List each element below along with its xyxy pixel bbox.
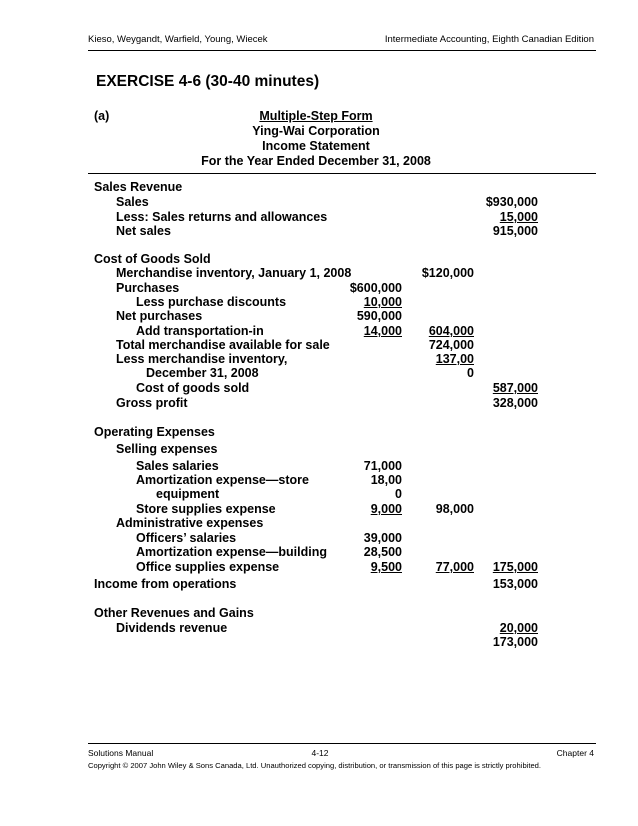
amort-building-amount: 28,500 — [363, 545, 402, 559]
purchases-label: Purchases — [116, 281, 180, 295]
selling-heading: Selling expenses — [116, 442, 218, 456]
header-rule — [88, 50, 596, 51]
office-supplies-amount: 9,500 — [370, 560, 402, 574]
sales-label: Sales — [116, 195, 149, 209]
amort-store-label-cont: equipment — [156, 487, 220, 501]
available-amount: 724,000 — [428, 338, 474, 352]
statement-period: For the Year Ended December 31, 2008 — [201, 154, 431, 168]
dec31-label: December 31, 2008 — [146, 366, 259, 380]
dividends-label: Dividends revenue — [116, 621, 228, 635]
selling-total: 98,000 — [435, 502, 474, 516]
less-inventory-amount-part1: 137,00 — [435, 352, 474, 366]
gross-profit-label: Gross profit — [116, 396, 188, 410]
officers-label: Officers’ salaries — [136, 531, 237, 545]
dividends-amount: 20,000 — [499, 621, 538, 635]
transportation-total: 604,000 — [428, 324, 474, 338]
amort-store-label: Amortization expense—store — [136, 473, 309, 487]
less-inventory-label: Less merchandise inventory, — [116, 352, 288, 366]
cogs-label: Cost of goods sold — [136, 381, 250, 395]
cogs-heading: Cost of Goods Sold — [94, 252, 211, 266]
available-label: Total merchandise available for sale — [116, 338, 330, 352]
footer-rule — [88, 743, 596, 744]
statement-name: Income Statement — [262, 139, 370, 153]
sales-salaries-label: Sales salaries — [136, 459, 219, 473]
exercise-title: EXERCISE 4-6 (30-40 minutes) — [96, 73, 320, 90]
opex-total: 175,000 — [492, 560, 538, 574]
purchase-discounts-amount: 10,000 — [363, 295, 402, 309]
net-purchases-label: Net purchases — [116, 309, 203, 323]
form-title: Multiple-Step Form — [259, 109, 373, 123]
transportation-amount: 14,000 — [363, 324, 402, 338]
amort-building-label: Amortization expense—building — [136, 545, 327, 559]
header-authors: Kieso, Weygandt, Warfield, Young, Wiecek — [88, 34, 268, 45]
header-book-title: Intermediate Accounting, Eighth Canadian Edition — [384, 34, 594, 45]
admin-total: 77,000 — [435, 560, 474, 574]
store-supplies-amount: 9,000 — [370, 502, 402, 516]
net-purchases-amount: 590,000 — [356, 309, 402, 323]
purchase-discounts-label: Less purchase discounts — [136, 295, 287, 309]
less-inventory-amount-part2: 0 — [467, 366, 474, 380]
officers-amount: 39,000 — [363, 531, 402, 545]
income-ops-label: Income from operations — [94, 577, 237, 591]
statement-header-rule — [88, 173, 596, 174]
transportation-label: Add transportation-in — [136, 324, 264, 338]
office-supplies-label: Office supplies expense — [136, 560, 280, 574]
other-revenues-heading: Other Revenues and Gains — [94, 606, 254, 620]
sales-amount: $930,000 — [485, 195, 538, 209]
inventory-jan-amount: $120,000 — [421, 266, 474, 280]
returns-amount: 15,000 — [499, 210, 538, 224]
returns-label: Less: Sales returns and allowances — [116, 210, 328, 224]
sales-salaries-amount: 71,000 — [363, 459, 402, 473]
company-name: Ying-Wai Corporation — [252, 124, 380, 138]
amort-store-amount-part2: 0 — [395, 487, 402, 501]
gross-profit-amount: 328,000 — [492, 396, 538, 410]
admin-heading: Administrative expenses — [116, 516, 264, 530]
footer-copyright: Copyright © 2007 John Wiley & Sons Canada, Ltd. Unauthorized copying, distribution, or transmission of this page is strictly prohibited. — [88, 761, 542, 770]
footer-chapter: Chapter 4 — [556, 748, 594, 758]
opex-heading: Operating Expenses — [94, 425, 215, 439]
footer-left: Solutions Manual — [88, 748, 154, 758]
net-sales-label: Net sales — [116, 224, 171, 238]
amort-store-amount-part1: 18,00 — [370, 473, 402, 487]
sales-revenue-heading: Sales Revenue — [94, 180, 183, 194]
income-ops-amount: 153,000 — [492, 577, 538, 591]
final-amount: 173,000 — [492, 635, 538, 649]
footer-page-number: 4-12 — [311, 748, 329, 758]
cogs-amount: 587,000 — [492, 381, 538, 395]
store-supplies-label: Store supplies expense — [136, 502, 276, 516]
inventory-jan-label: Merchandise inventory, January 1, 2008 — [116, 266, 352, 280]
purchases-amount: $600,000 — [349, 281, 402, 295]
part-label: (a) — [94, 109, 110, 123]
net-sales-amount: 915,000 — [492, 224, 538, 238]
